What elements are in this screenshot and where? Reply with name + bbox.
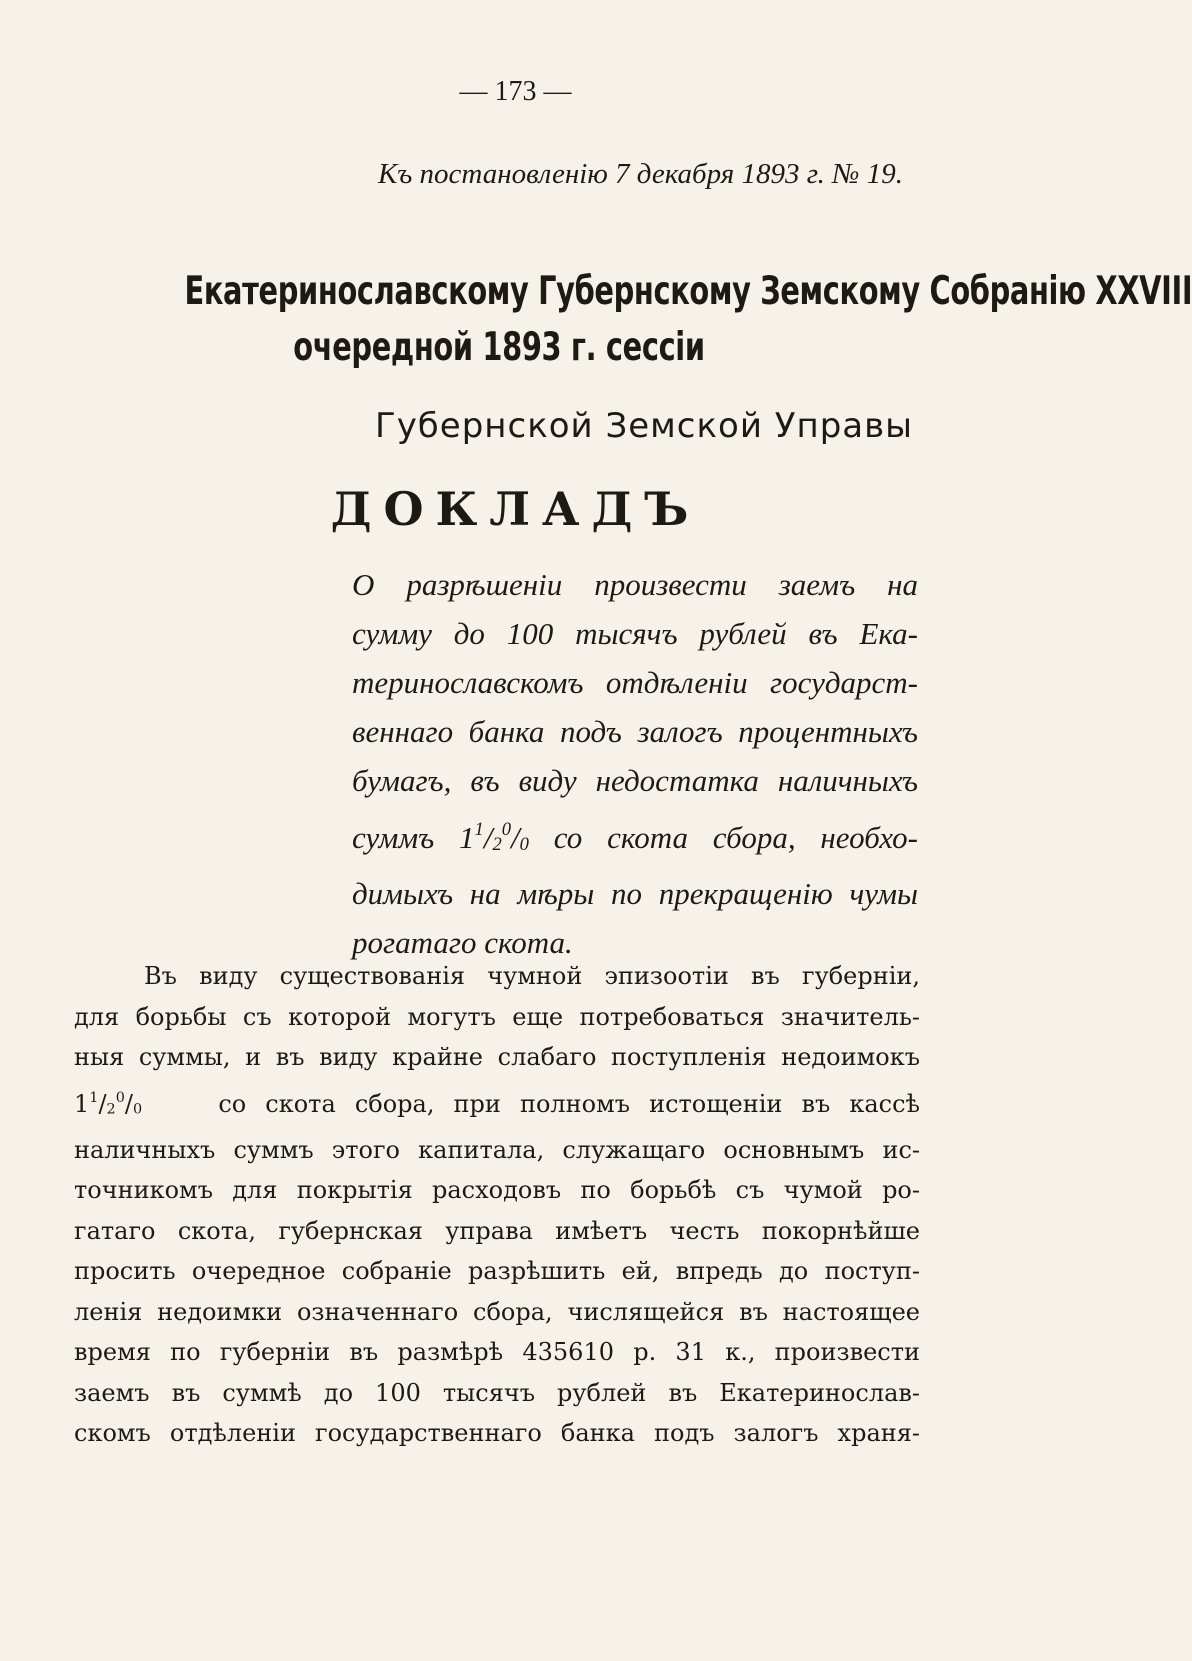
- report-body: [74, 956, 920, 1454]
- body-fraction-denominator: 2: [106, 1101, 116, 1118]
- fraction-numerator: 1: [474, 819, 484, 840]
- summary-line: бумагъ, въ виду недостатка наличныхъ: [352, 763, 918, 798]
- summary-line: теринославскомъ отдѣленіи государст-: [352, 665, 918, 700]
- summary-line: димыхъ на мѣры по прекращенію чумы: [352, 875, 918, 911]
- body-line: точникомъ для покрытія расходовъ по борьбѣ съ чумой ро-: [74, 1176, 920, 1205]
- body-line: заемъ въ суммѣ до 100 тысячъ рублей въ Екатеринослав-: [74, 1378, 920, 1407]
- body-line: гатаго скота, губернская управа имѣетъ честь покорнѣйше: [74, 1216, 920, 1245]
- body-line: время по губерніи въ размѣрѣ 435610 р. 31 к., произвести: [74, 1338, 920, 1367]
- body-fraction-whole: 1: [74, 1089, 90, 1118]
- summary-line-fraction: суммъ $1^1/_2^0/_0$ со скота сбора, необхо-: [352, 819, 918, 856]
- summary-line: сумму до 100 тысячъ рублей въ Ека-: [352, 616, 918, 651]
- body-fraction-numerator: 1: [89, 1089, 99, 1106]
- document-title: ДОКЛАДЪ: [330, 482, 701, 536]
- heading-line-1: Екатеринославскому Губернскому Земскому Собранію XXVIII: [184, 269, 1192, 314]
- body-line: Въ виду существованія чумной эпизоотіи въ губерніи,: [144, 962, 920, 990]
- report-summary: [352, 560, 918, 967]
- summary-line-6-rest: со скота сбора, необхо-: [553, 820, 918, 856]
- body-line: скомъ отдѣленіи государственнаго банка подъ залогъ храня-: [74, 1419, 920, 1448]
- heading-line-2: очередной 1893 г. сессіи: [293, 325, 705, 370]
- body-line: наличныхъ суммъ этого капитала, служащаго основнымъ ис-: [74, 1135, 920, 1164]
- board-subheading: Губернской Земской Управы: [374, 406, 913, 446]
- body-line: для борьбы съ которой могутъ еще потребоваться значитель-: [74, 1002, 920, 1031]
- assembly-heading: [184, 264, 1192, 376]
- page-number: — 173 —: [459, 76, 572, 107]
- body-fraction-slash: /: [98, 1089, 107, 1118]
- fraction-whole: 1: [459, 820, 475, 856]
- body-line-4-rest: со скота сбора, при полномъ истощеніи въ кассѣ: [218, 1089, 920, 1118]
- resolution-reference: Къ постановленію 7 декабря 1893 г. № 19.: [377, 158, 903, 190]
- summary-line: рогатаго скота.: [352, 924, 573, 960]
- body-line-fraction: $1^1/_2^0/_0$ со скота сбора, при полномъ истощеніи въ кассѣ: [74, 1089, 920, 1118]
- body-line: ныя суммы, и въ виду крайне слабаго поступленія недоимокъ: [74, 1043, 920, 1071]
- fraction-denominator: 2: [492, 833, 502, 855]
- body-line: ленія недоимки означеннаго сбора, числящейся въ настоящее: [74, 1297, 920, 1326]
- summary-line: О разрѣшеніи произвести заемъ на: [352, 567, 918, 602]
- summary-line: веннаго банка подъ залогъ процентныхъ: [352, 714, 918, 749]
- body-line: просить очередное собраніе разрѣшить ей, впредь до поступ-: [74, 1257, 920, 1286]
